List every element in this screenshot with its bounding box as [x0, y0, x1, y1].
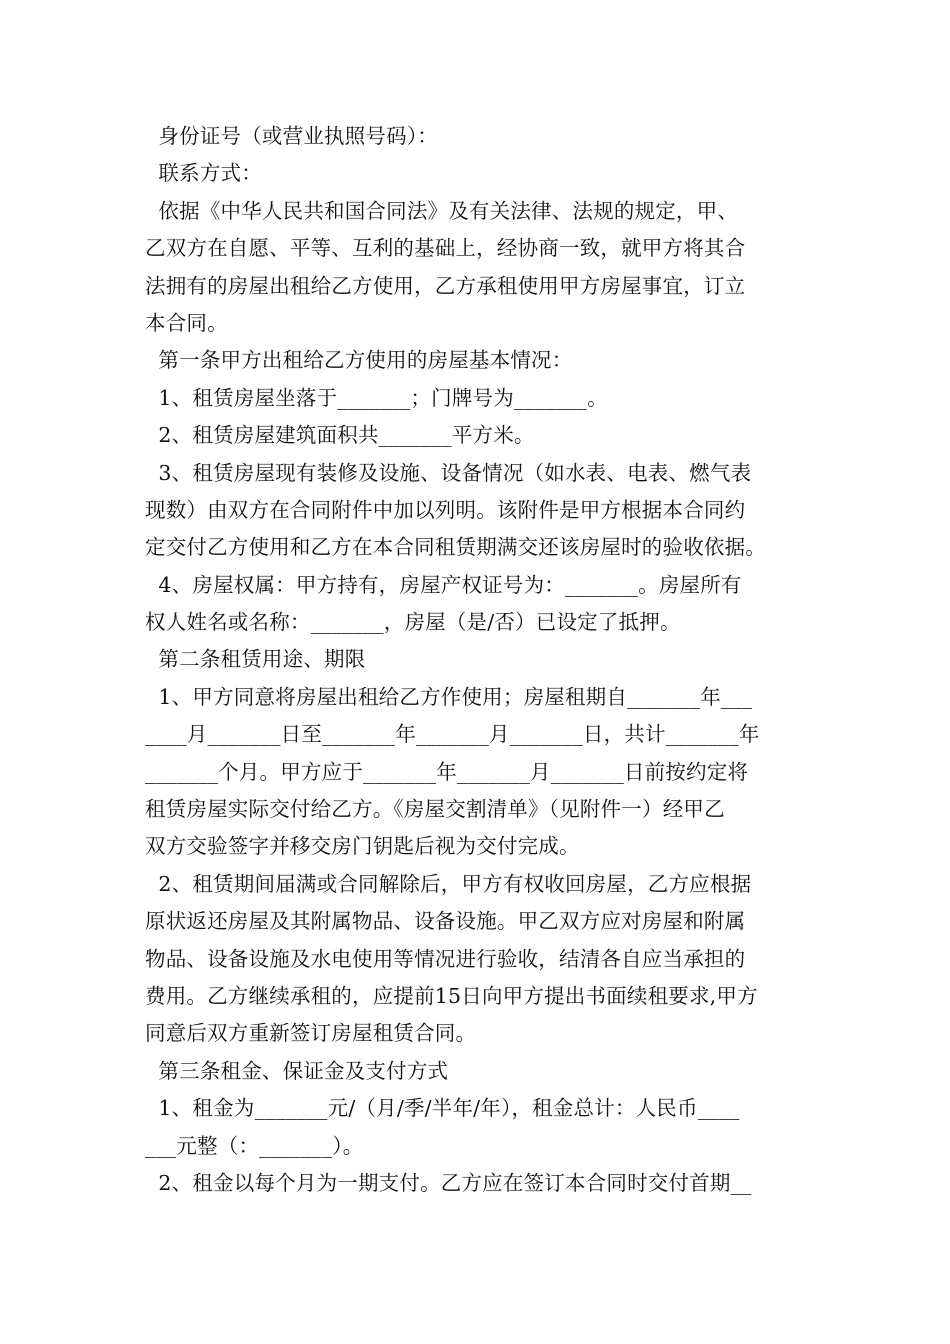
id-number-line: 身份证号（或营业执照号码）：: [145, 124, 438, 148]
article-2-clause-2-line-5: 同意后双方重新签订房屋租赁合同。: [145, 1021, 477, 1046]
article-2-clause-2-line-3: 物品、设备设施及水电使用等情况进行验收，结清各自应当承担的: [145, 946, 746, 971]
article-3-clause-1-line-2: ___元整（：_______）。: [145, 1133, 364, 1158]
preamble-line-3: 法拥有的房屋出租给乙方使用，乙方承租使用甲方房屋事宜，订立: [145, 273, 746, 298]
article-2-heading: 第二条租赁用途、期限: [145, 647, 366, 672]
article-2-clause-2-line-4: 费用。乙方继续承租的，应提前15日向甲方提出书面续租要求,甲方: [145, 983, 758, 1008]
article-1-clause-4-line-2: 权人姓名或名称：_______，房屋（是/否）已设定了抵押。: [145, 610, 681, 635]
article-2-clause-1-line-3: _______个月。甲方应于_______年_______月_______日前按约定将: [145, 759, 749, 784]
article-1-heading: 第一条甲方出租给乙方使用的房屋基本情况：: [145, 348, 573, 373]
preamble-line-2: 乙双方在自愿、平等、互利的基础上，经协商一致，就甲方将其合: [145, 236, 746, 261]
article-2-clause-1-line-2: ____月_______日至_______年_______月_______日，共计_______年: [145, 722, 760, 747]
article-1-clause-4-line-1: 4、房屋权属：甲方持有，房屋产权证号为：_______。房屋所有: [145, 572, 742, 597]
article-3-clause-1-line-1: 1、租金为_______元/（月/季/半年/年），租金总计：人民币____: [145, 1096, 740, 1121]
article-1-clause-1: 1、租赁房屋坐落于_______；门牌号为_______。: [145, 385, 608, 410]
article-2-clause-1-line-4: 租赁房屋实际交付给乙方。《房屋交割清单》（见附件一）经甲乙: [145, 797, 725, 822]
article-2-clause-2-line-1: 2、租赁期间届满或合同解除后，甲方有权收回房屋，乙方应根据: [145, 871, 752, 896]
article-2-clause-1-line-5: 双方交验签字并移交房门钥匙后视为交付完成。: [145, 834, 580, 859]
article-1-clause-2: 2、租赁房屋建筑面积共_______平方米。: [145, 423, 535, 448]
preamble-line-1: 依据《中华人民共和国合同法》及有关法律、法规的规定，甲、: [145, 198, 739, 223]
contract-body: [145, 118, 810, 1202]
article-2-clause-1-line-1: 1、甲方同意将房屋出租给乙方作使用；房屋租期自_______年___: [145, 684, 753, 709]
contact-line: 联系方式：: [145, 161, 262, 186]
article-1-clause-3-line-2: 现数）由双方在合同附件中加以列明。该附件是甲方根据本合同约: [145, 497, 746, 522]
article-3-clause-2-line-1: 2、租金以每个月为一期支付。乙方应在签订本合同时交付首期__: [145, 1170, 752, 1195]
article-1-clause-3-line-3: 定交付乙方使用和乙方在本合同租赁期满交还该房屋时的验收依据。: [145, 535, 766, 560]
article-2-clause-2-line-2: 原状返还房屋及其附属物品、设备设施。甲乙双方应对房屋和附属: [145, 909, 746, 934]
preamble-line-4: 本合同。: [145, 310, 228, 335]
article-3-heading: 第三条租金、保证金及支付方式: [145, 1058, 449, 1083]
article-1-clause-3-line-1: 3、租赁房屋现有装修及设施、设备情况（如水表、电表、燃气表: [145, 460, 752, 485]
